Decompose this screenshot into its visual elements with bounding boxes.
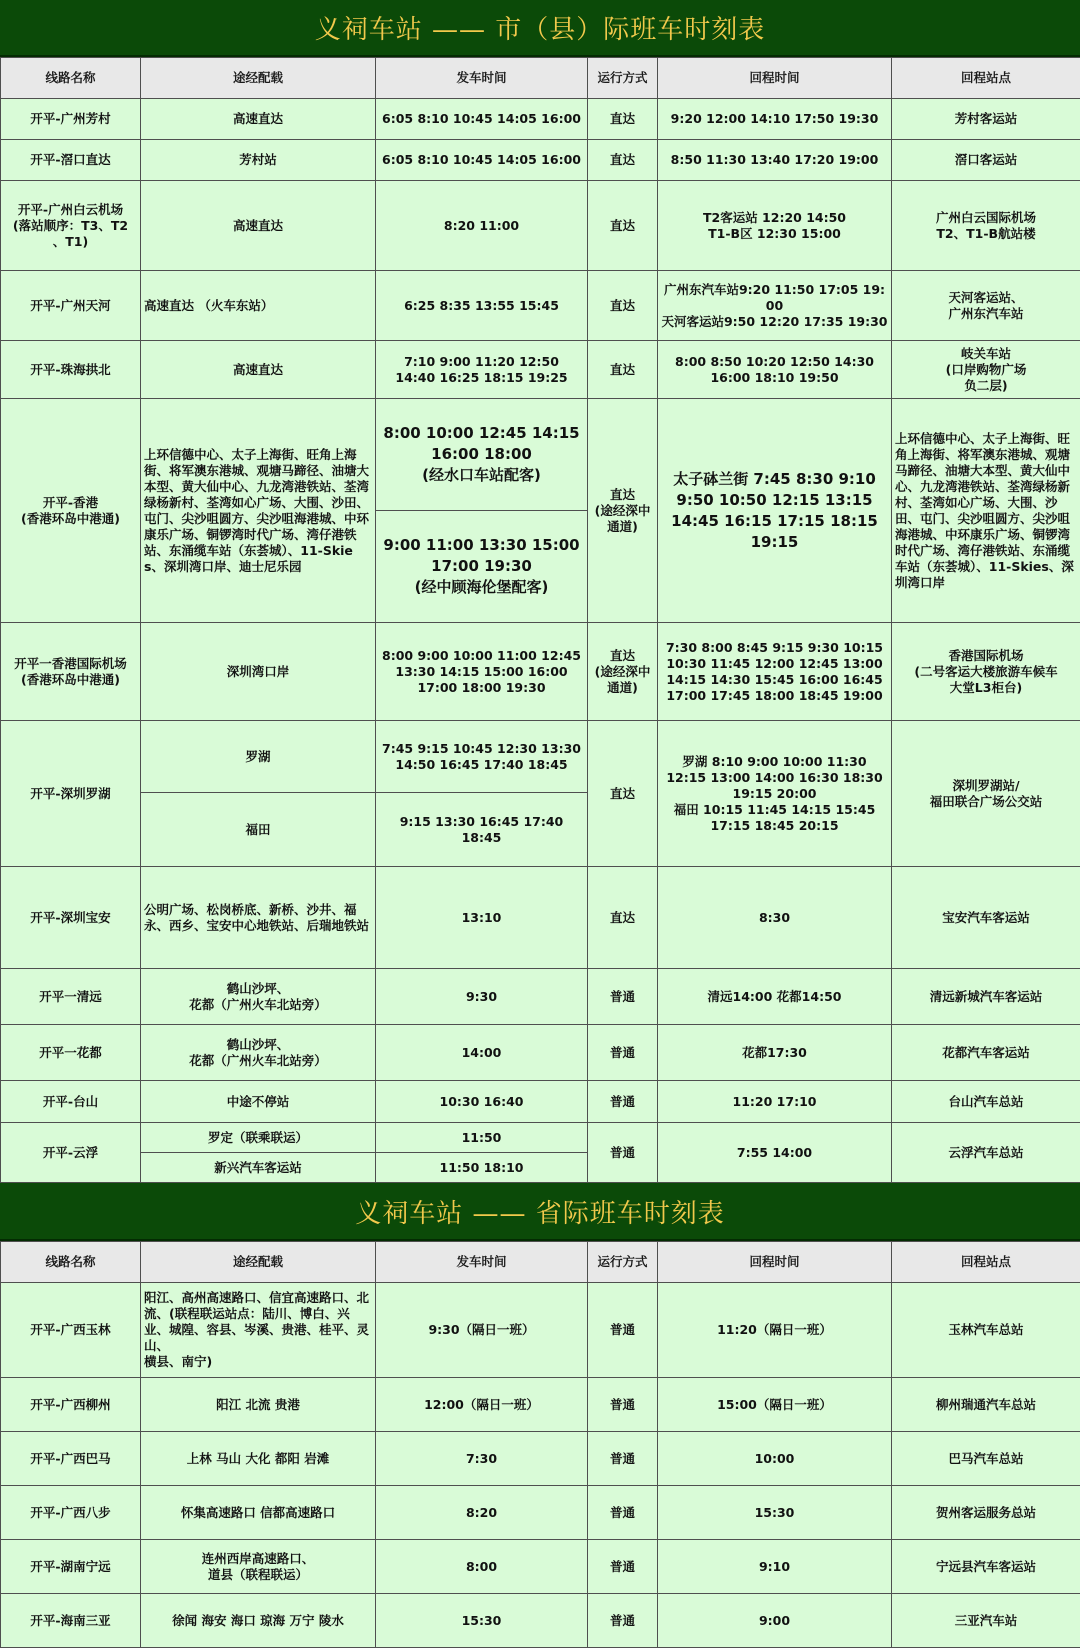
route-name: 开平-云浮 — [1, 1123, 141, 1183]
table-row — [1, 867, 1080, 969]
via-stops: 高速直达 （火车东站） — [141, 271, 376, 341]
via-stops: 上环信德中心、太子上海街、旺角上海街、将军澳东港城、观塘马蹄径、油塘大本型、黄大仙中心、九龙湾港铁站、荃湾绿杨新村、荃湾如心广场、大围、沙田、屯门、尖沙咀圆方、尖沙咀海港城、中环康乐广场、铜锣湾时代广场、湾仔港铁站、东涌缆车站（东荟城）、11-Skies、深圳湾口岸、迪士尼乐园 — [141, 399, 376, 623]
return-times: 15:30 — [658, 1486, 892, 1540]
return-times: 9:10 — [658, 1540, 892, 1594]
table-row — [1, 1283, 1080, 1378]
return-times: 花都17:30 — [658, 1025, 892, 1081]
depart-times: 13:10 — [376, 867, 588, 969]
run-mode: 直达 — [588, 140, 658, 181]
header-via: 途经配载 — [141, 58, 376, 99]
run-mode: 普通 — [588, 1432, 658, 1486]
header-return: 回程时间 — [658, 1242, 892, 1283]
table-header-row — [1, 1242, 1080, 1283]
depart-times: 9:30（隔日一班） — [376, 1283, 588, 1378]
route-name: 开平一香港国际机场 (香港环岛中港通) — [1, 623, 141, 721]
run-mode: 直达 — [588, 181, 658, 271]
depart-times: 7:10 9:00 11:20 12:50 14:40 16:25 18:15 19:25 — [376, 341, 588, 399]
depart-times: 6:05 8:10 10:45 14:05 16:00 — [376, 140, 588, 181]
route-name: 开平-珠海拱北 — [1, 341, 141, 399]
table-row — [1, 1486, 1080, 1540]
route-name: 开平-广州芳村 — [1, 99, 141, 140]
header-route: 线路名称 — [1, 58, 141, 99]
return-station: 台山汽车总站 — [892, 1081, 1080, 1123]
depart-times-b: 9:15 13:30 16:45 17:40 18:45 — [376, 793, 588, 867]
via-stops-a: 罗定（联乘联运） — [141, 1123, 376, 1153]
return-station: 岐关车站 (口岸购物广场 负二层) — [892, 341, 1080, 399]
via-stops-a: 罗湖 — [141, 721, 376, 793]
run-mode: 直达 — [588, 341, 658, 399]
route-name: 开平-广西八步 — [1, 1486, 141, 1540]
table-row — [1, 1594, 1080, 1648]
depart-times: 15:30 — [376, 1594, 588, 1648]
route-name: 开平一花都 — [1, 1025, 141, 1081]
depart-times-a: 7:45 9:15 10:45 12:30 13:30 14:50 16:45 17:40 18:45 — [376, 721, 588, 793]
run-mode: 直达 — [588, 271, 658, 341]
run-mode: 普通 — [588, 1081, 658, 1123]
run-mode: 普通 — [588, 1486, 658, 1540]
depart-times: 6:25 8:35 13:55 15:45 — [376, 271, 588, 341]
via-stops: 芳村站 — [141, 140, 376, 181]
city-timetable — [0, 57, 1080, 1183]
return-station: 花都汽车客运站 — [892, 1025, 1080, 1081]
return-times: 10:00 — [658, 1432, 892, 1486]
header-mode: 运行方式 — [588, 58, 658, 99]
depart-times: 8:00 — [376, 1540, 588, 1594]
return-station: 巴马汽车总站 — [892, 1432, 1080, 1486]
run-mode: 直达 (途经深中 通道) — [588, 623, 658, 721]
depart-times-b: 9:00 11:00 13:30 15:00 17:00 19:30 (经中顾海伦堡配客) — [376, 511, 588, 623]
table-row — [1, 99, 1080, 140]
return-station: 芳村客运站 — [892, 99, 1080, 140]
route-name: 开平-滘口直达 — [1, 140, 141, 181]
header-station: 回程站点 — [892, 1242, 1080, 1283]
run-mode: 直达 — [588, 99, 658, 140]
table-header-row — [1, 58, 1080, 99]
return-times: 8:50 11:30 13:40 17:20 19:00 — [658, 140, 892, 181]
via-stops: 公明广场、松岗桥底、新桥、沙井、福永、西乡、宝安中心地铁站、后瑞地铁站 — [141, 867, 376, 969]
table-row — [1, 1432, 1080, 1486]
run-mode: 普通 — [588, 1123, 658, 1183]
depart-times: 6:05 8:10 10:45 14:05 16:00 — [376, 99, 588, 140]
return-station: 宁远县汽车客运站 — [892, 1540, 1080, 1594]
route-name: 开平一清远 — [1, 969, 141, 1025]
table-row — [1, 181, 1080, 271]
via-stops: 中途不停站 — [141, 1081, 376, 1123]
table-row — [1, 623, 1080, 721]
return-station: 云浮汽车总站 — [892, 1123, 1080, 1183]
province-timetable — [0, 1241, 1080, 1648]
route-name: 开平-深圳宝安 — [1, 867, 141, 969]
depart-times: 8:00 9:00 10:00 11:00 12:45 13:30 14:15 15:00 16:00 17:00 18:00 19:30 — [376, 623, 588, 721]
via-stops: 深圳湾口岸 — [141, 623, 376, 721]
run-mode: 普通 — [588, 969, 658, 1025]
table-row — [1, 1081, 1080, 1123]
table-row — [1, 399, 1080, 511]
depart-times-a: 8:00 10:00 12:45 14:15 16:00 18:00 (经水口车站配客) — [376, 399, 588, 511]
table-row — [1, 341, 1080, 399]
depart-times: 14:00 — [376, 1025, 588, 1081]
via-stops: 阳江 北流 贵港 — [141, 1378, 376, 1432]
run-mode: 普通 — [588, 1540, 658, 1594]
header-station: 回程站点 — [892, 58, 1080, 99]
route-name: 开平-香港 (香港环岛中港通) — [1, 399, 141, 623]
table-row — [1, 140, 1080, 181]
return-station: 上环信德中心、太子上海街、旺角上海街、将军澳东港城、观塘马蹄径、油塘大本型、黄大仙中心、九龙湾港铁站、荃湾绿杨新村、荃湾如心广场、大围、沙田、屯门、尖沙咀圆方、尖沙咀海港城、中环康乐广场、铜锣湾时代广场、湾仔港铁站、东涌缆车站（东荟城）、11-Skies、深圳湾口岸 — [892, 399, 1080, 623]
via-stops-b: 新兴汽车客运站 — [141, 1153, 376, 1183]
return-station: 香港国际机场 (二号客运大楼旅游车候车 大堂L3柜台) — [892, 623, 1080, 721]
return-station: 清远新城汽车客运站 — [892, 969, 1080, 1025]
depart-times: 9:30 — [376, 969, 588, 1025]
depart-times: 8:20 11:00 — [376, 181, 588, 271]
table-row — [1, 271, 1080, 341]
return-times: 清远14:00 花都14:50 — [658, 969, 892, 1025]
table-row — [1, 1378, 1080, 1432]
via-stops: 怀集高速路口 信都高速路口 — [141, 1486, 376, 1540]
return-station: 三亚汽车站 — [892, 1594, 1080, 1648]
table-row — [1, 969, 1080, 1025]
route-name: 开平-广西柳州 — [1, 1378, 141, 1432]
depart-times: 8:20 — [376, 1486, 588, 1540]
return-times: 太子砵兰街 7:45 8:30 9:10 9:50 10:50 12:15 13:15 14:45 16:15 17:15 18:15 19:15 — [658, 399, 892, 623]
run-mode: 直达 — [588, 867, 658, 969]
return-times: 7:55 14:00 — [658, 1123, 892, 1183]
depart-times: 7:30 — [376, 1432, 588, 1486]
route-name: 开平-海南三亚 — [1, 1594, 141, 1648]
depart-times: 10:30 16:40 — [376, 1081, 588, 1123]
via-stops: 阳江、高州高速路口、信宜高速路口、北流、(联程联运站点：陆川、博白、兴业、城隍、容县、岑溪、贵港、桂平、灵山、 横县、南宁) — [141, 1283, 376, 1378]
return-station: 柳州瑞通汽车总站 — [892, 1378, 1080, 1432]
via-stops: 连州西岸高速路口、 道县（联程联运） — [141, 1540, 376, 1594]
route-name: 开平-广西巴马 — [1, 1432, 141, 1486]
return-station: 深圳罗湖站/ 福田联合广场公交站 — [892, 721, 1080, 867]
route-name: 开平-台山 — [1, 1081, 141, 1123]
header-depart: 发车时间 — [376, 58, 588, 99]
run-mode: 普通 — [588, 1594, 658, 1648]
return-times: 8:30 — [658, 867, 892, 969]
via-stops: 高速直达 — [141, 99, 376, 140]
return-station: 天河客运站、 广州东汽车站 — [892, 271, 1080, 341]
return-times: 15:00（隔日一班） — [658, 1378, 892, 1432]
return-station: 宝安汽车客运站 — [892, 867, 1080, 969]
via-stops-b: 福田 — [141, 793, 376, 867]
header-mode: 运行方式 — [588, 1242, 658, 1283]
via-stops: 上林 马山 大化 都阳 岩滩 — [141, 1432, 376, 1486]
return-times: 9:00 — [658, 1594, 892, 1648]
section-title-province: 义祠车站 —— 省际班车时刻表 — [0, 1183, 1080, 1241]
header-return: 回程时间 — [658, 58, 892, 99]
via-stops: 徐闻 海安 海口 琼海 万宁 陵水 — [141, 1594, 376, 1648]
section-title-city: 义祠车站 —— 市（县）际班车时刻表 — [0, 0, 1080, 57]
table-row — [1, 1123, 1080, 1153]
table-row — [1, 1540, 1080, 1594]
route-name: 开平-深圳罗湖 — [1, 721, 141, 867]
return-times: T2客运站 12:20 14:50 T1-B区 12:30 15:00 — [658, 181, 892, 271]
route-name: 开平-广西玉林 — [1, 1283, 141, 1378]
table-row — [1, 1025, 1080, 1081]
via-stops: 高速直达 — [141, 181, 376, 271]
route-name: 开平-湖南宁远 — [1, 1540, 141, 1594]
via-stops: 鹤山沙坪、 花都（广州火车北站旁） — [141, 1025, 376, 1081]
return-station: 广州白云国际机场 T2、T1-B航站楼 — [892, 181, 1080, 271]
depart-times: 12:00（隔日一班） — [376, 1378, 588, 1432]
header-depart: 发车时间 — [376, 1242, 588, 1283]
return-times: 7:30 8:00 8:45 9:15 9:30 10:15 10:30 11:45 12:00 12:45 13:00 14:15 14:30 15:45 16:00 16:45 17:00 17:45 18:00 18:45 19:00 — [658, 623, 892, 721]
via-stops: 高速直达 — [141, 341, 376, 399]
route-name: 开平-广州天河 — [1, 271, 141, 341]
return-times: 广州东汽车站9:20 11:50 17:05 19:00 天河客运站9:50 12:20 17:35 19:30 — [658, 271, 892, 341]
run-mode: 普通 — [588, 1378, 658, 1432]
return-times: 11:20（隔日一班） — [658, 1283, 892, 1378]
run-mode: 直达 (途经深中 通道) — [588, 399, 658, 623]
run-mode: 普通 — [588, 1283, 658, 1378]
run-mode: 普通 — [588, 1025, 658, 1081]
depart-times-b: 11:50 18:10 — [376, 1153, 588, 1183]
route-name: 开平-广州白云机场 (落站顺序：T3、T2 、T1) — [1, 181, 141, 271]
header-route: 线路名称 — [1, 1242, 141, 1283]
return-station: 玉林汽车总站 — [892, 1283, 1080, 1378]
return-times: 9:20 12:00 14:10 17:50 19:30 — [658, 99, 892, 140]
via-stops: 鹤山沙坪、 花都（广州火车北站旁） — [141, 969, 376, 1025]
return-station: 滘口客运站 — [892, 140, 1080, 181]
return-times: 8:00 8:50 10:20 12:50 14:30 16:00 18:10 19:50 — [658, 341, 892, 399]
run-mode: 直达 — [588, 721, 658, 867]
return-times: 11:20 17:10 — [658, 1081, 892, 1123]
header-via: 途经配载 — [141, 1242, 376, 1283]
table-row — [1, 721, 1080, 793]
return-times: 罗湖 8:10 9:00 10:00 11:30 12:15 13:00 14:00 16:30 18:30 19:15 20:00 福田 10:15 11:45 14:15 15:45 17:15 18:45 20:15 — [658, 721, 892, 867]
return-station: 贺州客运服务总站 — [892, 1486, 1080, 1540]
depart-times-a: 11:50 — [376, 1123, 588, 1153]
